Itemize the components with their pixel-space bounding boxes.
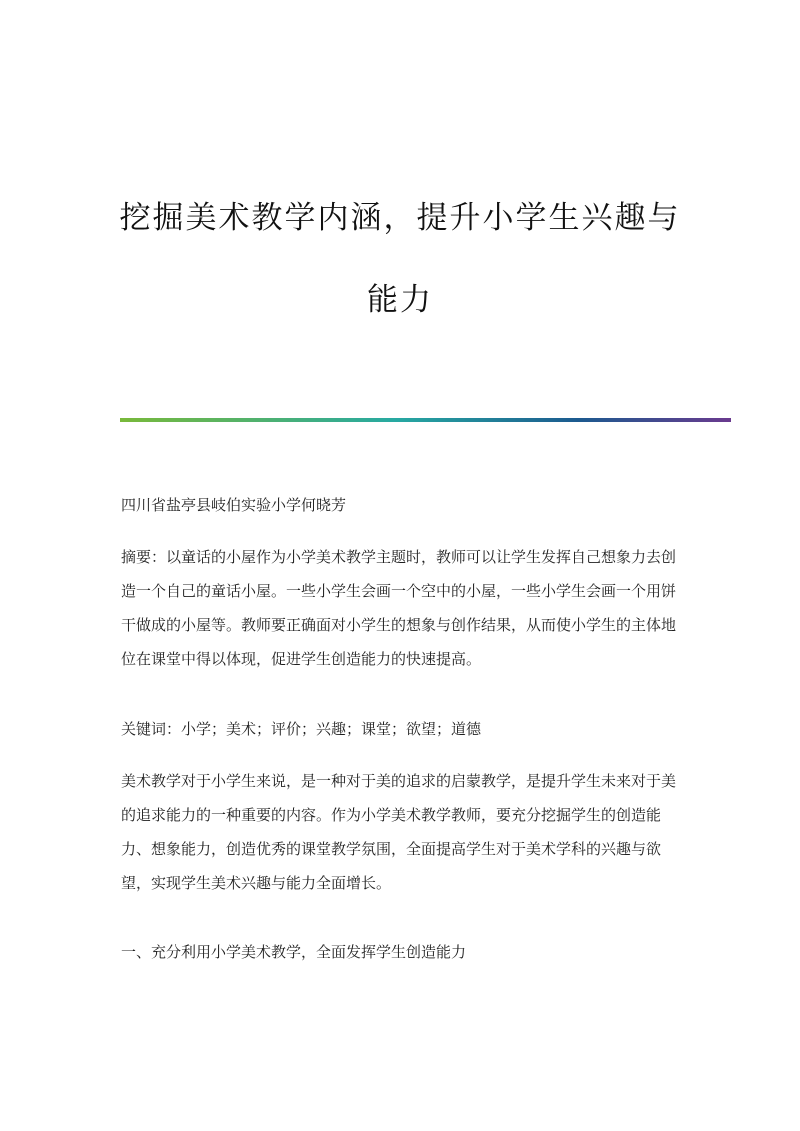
document-title-line-2: 能力 xyxy=(367,282,433,318)
body-paragraph: 美术教学对于小学生来说，是一种对于美的追求的启蒙教学，是提升学生未来对于美的追求能力的一种重要的内容。作为小学美术教学教师，要充分挖掘学生的创造能力、想象能力，创造优秀的课堂教学氛围，全面提高学生对于美术学科的兴趣与欲望，实现学生美术兴趣与能力全面增长。 xyxy=(121,772,677,892)
abstract-paragraph: 摘要：以童话的小屋作为小学美术教学主题时，教师可以让学生发挥自己想象力去创造一个自己的童话小屋。一些小学生会画一个空中的小屋，一些小学生会画一个用饼干做成的小屋等。教师要正确面对小学生的想象与创作结果，从而使小学生的主体地位在课堂中得以体现，促进学生创造能力的快速提高。 xyxy=(121,548,677,668)
title-divider xyxy=(120,418,731,422)
section-heading: 一、充分利用小学美术教学，全面发挥学生创造能力 xyxy=(121,943,467,961)
keywords-line: 关键词：小学；美术；评价；兴趣；课堂；欲望；道德 xyxy=(121,720,482,738)
document-title-line-1: 挖掘美术教学内涵，提升小学生兴趣与 xyxy=(119,200,681,236)
author-affiliation: 四川省盐亭县岐伯实验小学何晓芳 xyxy=(121,496,347,514)
